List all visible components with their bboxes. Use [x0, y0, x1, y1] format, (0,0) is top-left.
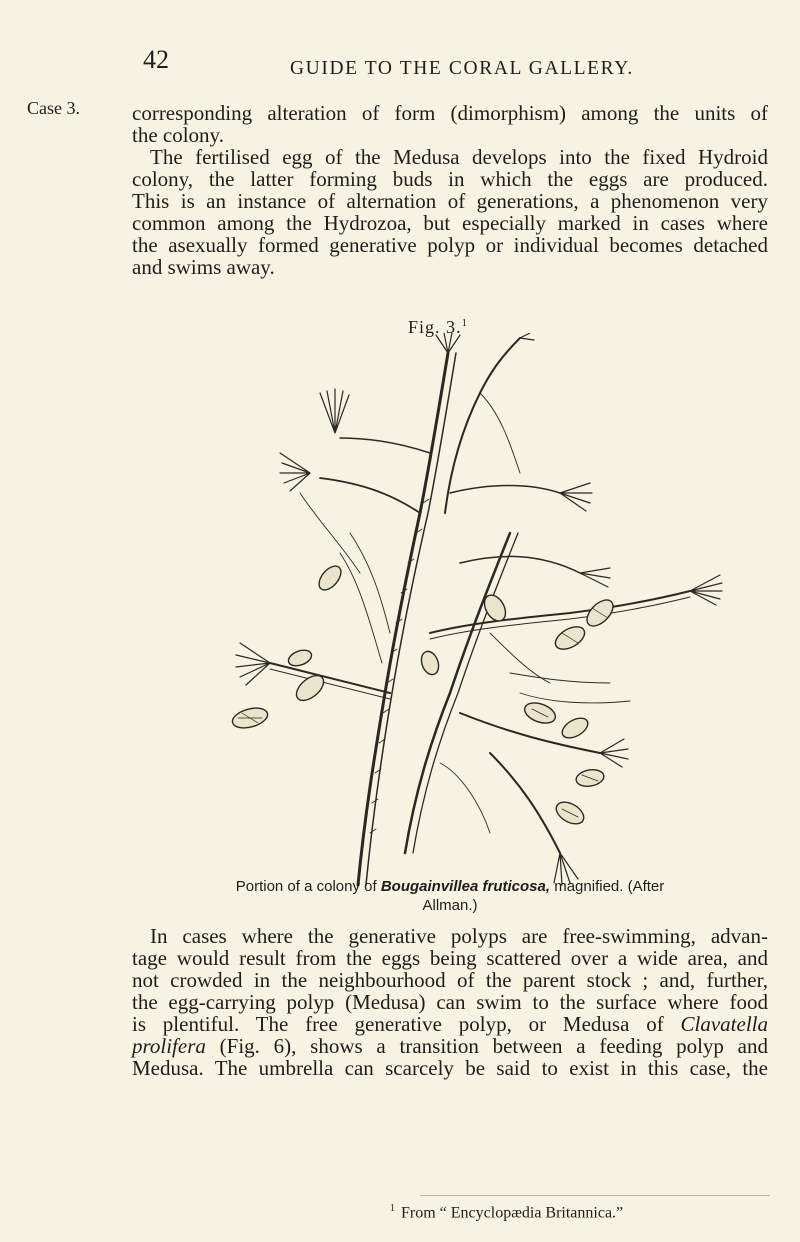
text-line: In cases where the generative polyps are free-swimming, advan-	[150, 924, 768, 948]
text-line: Medusa. The umbrella can scarcely be said to exist in this case, the	[132, 1056, 768, 1080]
figure-footnote-marker: 1	[461, 317, 469, 329]
caption-line-2: Allman.)	[422, 897, 478, 914]
text-line: The fertilised egg of the Medusa develops into the fixed Hydroid	[150, 145, 768, 169]
footnote-text: From “ Encyclopædia Britannica.”	[401, 1204, 624, 1222]
text-line: the egg-carrying polyp (Medusa) can swim to the surface where food	[132, 990, 768, 1014]
footnote-rule	[420, 1195, 770, 1196]
text-line: the colony.	[132, 123, 224, 147]
text-block-top	[132, 102, 768, 278]
margin-note: Case 3.	[27, 98, 80, 118]
caption-prefix: Portion of a colony of	[235, 878, 377, 895]
text-line: This is an instance of alternation of generations, a phenomenon very	[132, 189, 768, 213]
footnote	[390, 1199, 623, 1223]
text-line: corresponding alteration of form (dimorphism) among the units of	[132, 101, 768, 125]
figure-caption	[150, 877, 750, 915]
species-name: Clavatella	[680, 1012, 769, 1036]
text-line	[132, 1013, 768, 1035]
caption-species: Bougainvillea fruticosa,	[380, 878, 551, 895]
page-number: 42	[143, 45, 169, 74]
text-line: colony, the latter forming buds in which the eggs are produced.	[132, 167, 768, 191]
running-head: GUIDE TO THE CORAL GALLERY.	[290, 58, 634, 79]
caption-suffix: magnified. (After	[554, 878, 665, 895]
text-segment: (Fig. 6), shows a transition between a feeding polyp and	[219, 1034, 768, 1058]
text-line	[132, 1035, 768, 1057]
text-line: and swims away.	[132, 255, 275, 279]
text-line: common among the Hydrozoa, but especially marked in cases where	[132, 211, 768, 235]
text-line: not crowded in the neighbourhood of the parent stock ; and, further,	[132, 968, 768, 992]
figure-label-text: Fig. 3.	[408, 317, 462, 337]
species-name: prolifera	[132, 1034, 206, 1058]
text-line: tage would result from the eggs being scattered over a wide area, and	[132, 946, 768, 970]
hydroid-colony-drawing	[190, 333, 724, 893]
text-line: the asexually formed generative polyp or individual becomes detached	[132, 233, 768, 257]
hydroid-colony-illustration	[190, 333, 724, 893]
footnote-marker: 1	[390, 1203, 395, 1214]
text-block-bottom	[132, 925, 768, 1079]
text-segment: is plentiful. The free generative polyp, or Medusa of	[132, 1012, 664, 1036]
